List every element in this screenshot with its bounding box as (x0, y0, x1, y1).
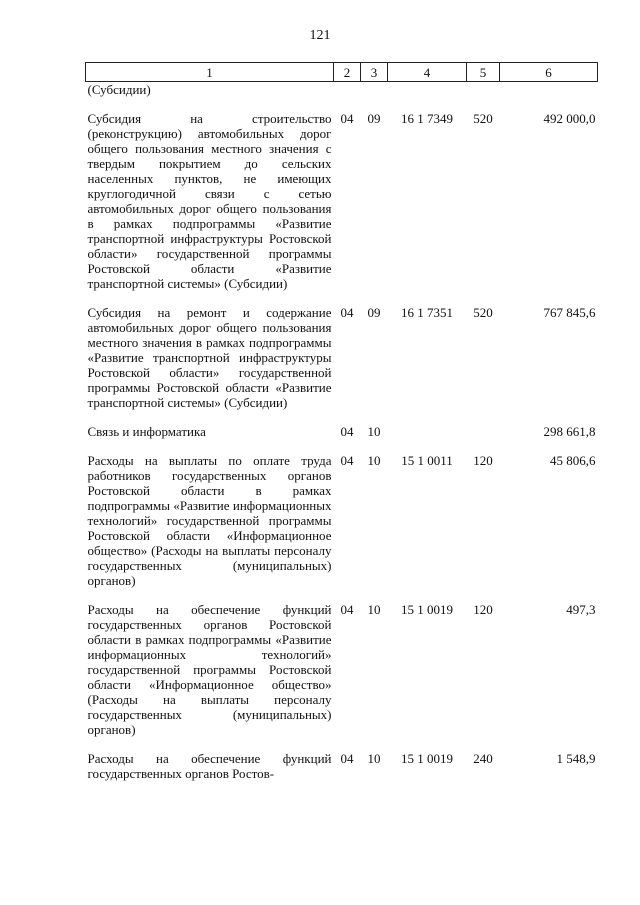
table-row (86, 305, 598, 424)
table-row (86, 111, 598, 305)
row-description: Субсидия на ремонт и содержание автомобильных дорог общего пользования местного значения в рамках подпрограммы «Развитие транспортной инфраструктуры Ростовской области» государственной программы Ростовской области «Развитие транспортной системы» (Субсидии) (87, 305, 332, 410)
row-section: 04 (340, 751, 354, 766)
row-section: 04 (340, 453, 354, 468)
row-section: 04 (340, 424, 354, 439)
row-expense-type: 120 (473, 602, 493, 617)
row-expense-type (467, 424, 500, 453)
row-target-item: 16 1 7349 (401, 111, 453, 126)
header-col-6: 6 (500, 63, 598, 82)
row-subsection (361, 82, 388, 112)
header-col-4: 4 (388, 63, 467, 82)
row-description: Расходы на выплаты по оплате труда работников государственных органов Ростовской области в рамках подпрограммы «Развитие информационных технологий» государственной программы Ростовской области «Информационное общество» (Расходы на выплаты персоналу государственных (муниципальных) органов) (87, 453, 332, 588)
table-row (86, 751, 598, 781)
table-row (86, 424, 598, 453)
table-header (86, 63, 598, 82)
table-body (86, 82, 598, 782)
row-section (334, 82, 361, 112)
row-description: Расходы на обеспечение функций государственных органов Ростовской области в рамках подпрограммы «Развитие информационных технологий» государственной программы Ростовской области «Информационное общество» (Расходы на выплаты персоналу государственных (муниципальных) органов) (87, 602, 332, 737)
row-target-item (388, 424, 467, 453)
row-description: Субсидия на строительство (реконструкцию) автомобильных дорог общего пользования местного значения с твердым покрытием до сельских населенных пунктов, не имеющих круглогодичной связи с сетью автомобильных дорог общего пользования в рамках подпрограммы «Развитие транспортной инфраструктуры Ростовской области» государственной программы Ростовской области «Развитие транспортной системы» (Субсидии) (87, 111, 332, 291)
row-description: Связь и информатика (87, 424, 206, 439)
header-col-2: 2 (334, 63, 361, 82)
row-target-item: 15 1 0019 (401, 751, 453, 766)
table-row (86, 453, 598, 602)
row-target-item: 15 1 0019 (401, 602, 453, 617)
row-expense-type: 120 (473, 453, 493, 468)
row-amount: 45 806,6 (550, 453, 596, 468)
row-subsection: 09 (367, 111, 381, 126)
row-expense-type: 520 (473, 305, 493, 320)
row-subsection: 10 (367, 424, 381, 439)
row-target-item: 15 1 0011 (401, 453, 453, 468)
header-row (86, 63, 598, 82)
table-row (86, 82, 598, 112)
budget-table (85, 62, 598, 781)
row-section: 04 (340, 305, 354, 320)
row-subsection: 10 (367, 453, 381, 468)
row-subsection: 10 (367, 602, 381, 617)
page-number: 121 (309, 28, 331, 43)
row-amount: 767 845,6 (543, 305, 596, 320)
header-col-5: 5 (467, 63, 500, 82)
row-expense-type: 520 (473, 111, 493, 126)
row-amount: 298 661,8 (543, 424, 596, 439)
row-target-item: 16 1 7351 (401, 305, 453, 320)
row-amount: 492 000,0 (543, 111, 596, 126)
header-col-1: 1 (86, 63, 334, 82)
row-target-item (388, 82, 467, 112)
row-expense-type (467, 82, 500, 112)
table-row (86, 602, 598, 751)
row-subsection: 10 (367, 751, 381, 766)
row-description: Расходы на обеспечение функций государственных органов Ростов- (87, 751, 332, 781)
row-subsection: 09 (367, 305, 381, 320)
row-amount: 497,3 (566, 602, 596, 617)
row-expense-type: 240 (473, 751, 493, 766)
row-description: (Субсидии) (87, 82, 151, 97)
row-section: 04 (340, 602, 354, 617)
row-amount: 1 548,9 (556, 751, 596, 766)
row-amount (500, 82, 598, 112)
row-section: 04 (340, 111, 354, 126)
header-col-3: 3 (361, 63, 388, 82)
